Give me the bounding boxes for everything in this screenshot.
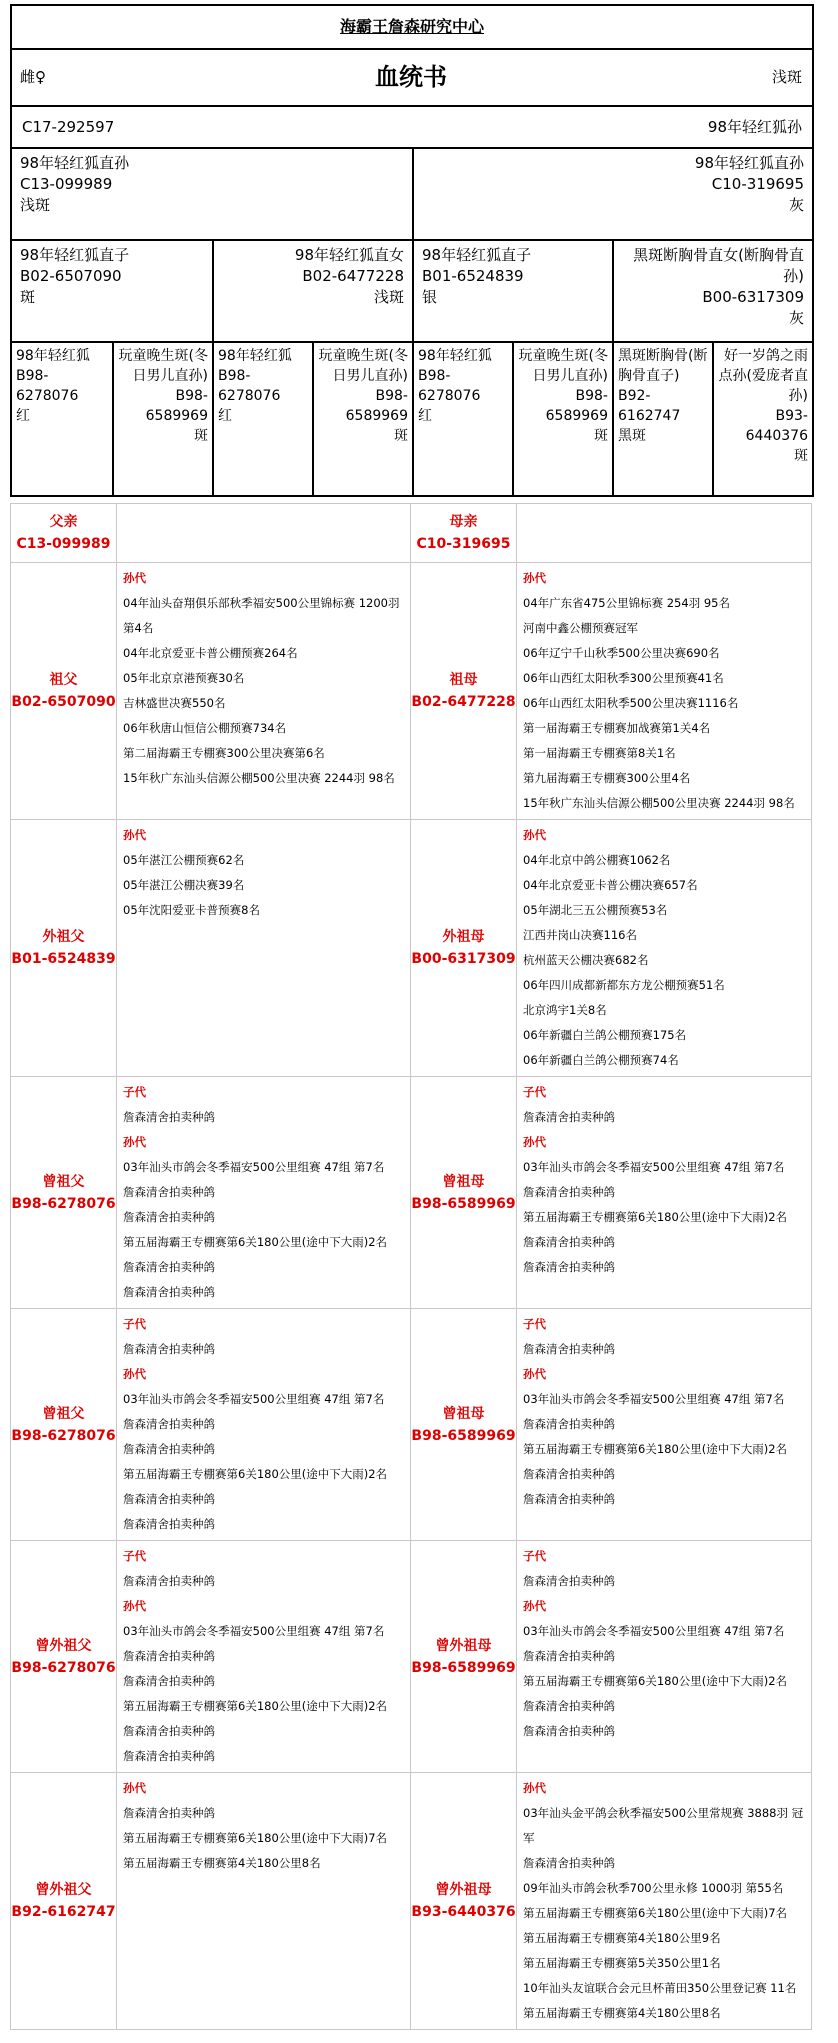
race-record: 詹森清舍拍卖种鸽	[523, 1260, 615, 1274]
race-record: 詹森清舍拍卖种鸽	[523, 1724, 615, 1738]
ancestor-name-cell	[11, 1309, 117, 1540]
race-record: 第一届海霸王专棚赛第8关1名	[523, 746, 676, 760]
race-record: 吉林盛世决赛550名	[123, 696, 226, 710]
generation-label: 孙代	[523, 571, 546, 585]
race-record: 04年北京爱亚卡普公棚预赛264名	[123, 646, 298, 660]
sire-line: 98年轻红狐直孙	[20, 154, 130, 172]
generation-label: 孙代	[123, 571, 146, 585]
ancestor-id: B00-6317309	[411, 951, 516, 967]
generation-label: 孙代	[123, 1781, 146, 1795]
cert-header-row	[12, 6, 812, 50]
race-record: 06年新疆白兰鸽公棚预赛175名	[523, 1028, 687, 1042]
ancestor-records-cell	[117, 1541, 411, 1772]
generation-label: 子代	[123, 1317, 146, 1331]
grandparent-cell	[212, 241, 412, 341]
race-record: 江西井岗山决赛116名	[523, 928, 637, 942]
grandparent-color: 灰	[788, 309, 804, 327]
race-record: 詹森清舍拍卖种鸽	[523, 1467, 615, 1481]
race-record: 03年汕头金平鸽会秋季福安500公里常规赛 3888羽 冠军	[523, 1806, 804, 1845]
race-record: 06年山西红太阳秋季500公里决赛1116名	[523, 696, 739, 710]
race-record: 詹森清舍拍卖种鸽	[523, 1417, 615, 1431]
race-record: 06年辽宁千山秋季500公里决赛690名	[523, 646, 720, 660]
ancestor-id: B98-6589969	[411, 1659, 516, 1676]
generation-label: 子代	[123, 1085, 146, 1099]
generation-label: 孙代	[123, 828, 146, 842]
ancestor-name-cell	[411, 1541, 517, 1772]
ancestor-records-cell	[517, 1541, 811, 1772]
sire-header-empty	[117, 504, 411, 562]
ggp-line: 98年轻红狐	[418, 348, 492, 364]
ancestor-label: 祖母	[449, 672, 478, 688]
race-record: 河南中鑫公棚预赛冠军	[523, 621, 638, 635]
record-row	[11, 1077, 811, 1309]
generation-label: 孙代	[523, 1367, 546, 1381]
race-record: 詹森清舍拍卖种鸽	[523, 1699, 615, 1713]
doc-title: 血统书	[375, 63, 447, 91]
ancestor-id: B98-6278076	[11, 1427, 116, 1444]
ancestor-records-cell	[117, 820, 411, 1076]
race-record: 詹森清舍拍卖种鸽	[123, 1749, 215, 1763]
ancestor-records-cell	[517, 1309, 811, 1540]
dam-color: 灰	[788, 196, 804, 214]
ancestor-id: B01-6524839	[11, 951, 116, 967]
ancestor-name-cell	[11, 820, 117, 1076]
generation-label: 孙代	[123, 1599, 146, 1613]
bird-line: 98年轻红狐孙	[707, 117, 802, 136]
dam-header-empty	[517, 504, 811, 562]
ancestor-label: 曾外祖母	[435, 1882, 492, 1898]
ggp-id: B98-6278076	[16, 368, 79, 404]
sire-header-id: C13-099989	[16, 536, 111, 552]
ggp-id: B98-6278076	[218, 368, 281, 404]
race-record: 詹森清舍拍卖种鸽	[123, 1417, 215, 1431]
race-record: 10年汕头友谊联合会元旦杯莆田350公里登记赛 11名	[523, 1981, 797, 1995]
ancestor-records-cell	[117, 1309, 411, 1540]
race-record: 詹森清舍拍卖种鸽	[523, 1492, 615, 1506]
generation-label: 子代	[123, 1549, 146, 1563]
ggp-id: B93-6440376	[745, 408, 808, 444]
ggp-id: B98-6589969	[145, 388, 208, 424]
race-record: 05年沈阳爱亚卡普预赛8名	[123, 903, 260, 917]
race-record: 第五届海霸王专棚赛第6关180公里(途中下大雨)2名	[123, 1235, 388, 1249]
great-grandparent-cell	[412, 343, 512, 495]
generation-label: 子代	[523, 1549, 546, 1563]
race-record: 第一届海霸王专棚赛加战赛第1关4名	[523, 721, 711, 735]
race-record: 04年汕头奋翔俱乐部秋季福安500公里锦标赛 1200羽 第4名	[123, 596, 400, 635]
bird-id: C17-292597	[22, 117, 115, 136]
grandparent-line: 98年轻红狐直子	[422, 246, 532, 264]
generation-label: 孙代	[123, 1135, 146, 1149]
race-record: 03年汕头市鸽会冬季福安500公里组赛 47组 第7名	[123, 1160, 385, 1174]
ancestor-name-cell	[11, 1077, 117, 1308]
dam-header-id: C10-319695	[416, 536, 511, 552]
bird-color: 浅斑	[771, 68, 802, 86]
ancestor-label: 祖父	[49, 672, 78, 688]
race-record: 第五届海霸王专棚赛第6关180公里(途中下大雨)7名	[523, 1906, 788, 1920]
ancestor-label: 曾外祖母	[435, 1637, 492, 1654]
grandparent-line: 98年轻红狐直女	[294, 246, 404, 264]
ancestor-label: 外祖母	[442, 929, 485, 945]
race-record: 06年秋唐山恒信公棚预赛734名	[123, 721, 287, 735]
record-row	[11, 1541, 811, 1773]
ggp-color: 斑	[194, 428, 208, 444]
grandparent-line: 黑斑断胸骨直女(断胸骨直孙)	[633, 246, 804, 285]
race-record: 第九届海霸王专棚赛300公里4名	[523, 771, 691, 785]
race-record: 第五届海霸王专棚赛第4关180公里8名	[523, 2006, 721, 2020]
ggp-id: B98-6589969	[545, 388, 608, 424]
race-record: 詹森清舍拍卖种鸽	[123, 1110, 215, 1124]
ancestor-records-cell	[117, 1077, 411, 1308]
race-record: 03年汕头市鸽会冬季福安500公里组赛 47组 第7名	[523, 1160, 785, 1174]
ancestor-name-cell	[11, 1773, 117, 2029]
race-record: 第五届海霸王专棚赛第5关350公里1名	[523, 1956, 721, 1970]
ancestor-records-cell	[517, 1077, 811, 1308]
ggp-line: 玩童晚生斑(冬日男儿直孙)	[318, 348, 408, 384]
sire-color: 浅斑	[20, 196, 51, 214]
records-header-row	[11, 504, 811, 563]
record-rows	[11, 563, 811, 2029]
dam-cell	[412, 149, 812, 239]
race-record: 04年广东省475公里锦标赛 254羽 95名	[523, 596, 730, 610]
grandparent-id: B02-6507090	[20, 267, 122, 285]
great-grandparent-cell	[112, 343, 212, 495]
ancestor-records-cell	[517, 820, 811, 1076]
race-record: 15年秋广东汕头信源公棚500公里决赛 2244羽 98名	[523, 796, 795, 810]
ggp-id: B98-6589969	[345, 388, 408, 424]
ancestor-label: 曾祖母	[442, 1405, 485, 1422]
ancestor-records-cell	[117, 563, 411, 819]
ggp-line: 98年轻红狐	[218, 348, 292, 364]
bird-sex: 雌♀	[20, 68, 46, 86]
ancestor-label: 曾祖母	[442, 1173, 485, 1190]
race-record: 詹森清舍拍卖种鸽	[523, 1342, 615, 1356]
great-grandparent-cell	[212, 343, 312, 495]
cert-title-row	[12, 50, 812, 107]
generation-label: 孙代	[523, 1781, 546, 1795]
race-record: 詹森清舍拍卖种鸽	[123, 1574, 215, 1588]
ancestor-name-cell	[411, 563, 517, 819]
race-record: 第五届海霸王专棚赛第4关180公里9名	[523, 1931, 721, 1945]
race-record: 09年汕头市鸽会秋季700公里永修 1000羽 第55名	[523, 1881, 784, 1895]
dam-line: 98年轻红狐直孙	[694, 154, 804, 172]
race-record: 第五届海霸王专棚赛第6关180公里(途中下大雨)2名	[123, 1699, 388, 1713]
ggp-color: 斑	[594, 428, 608, 444]
ggp-line: 98年轻红狐	[16, 348, 90, 364]
ggp-line: 玩童晚生斑(冬日男儿直孙)	[118, 348, 208, 384]
record-row	[11, 1309, 811, 1541]
ancestor-name-cell	[411, 1309, 517, 1540]
race-record: 第五届海霸王专棚赛第6关180公里(途中下大雨)7名	[123, 1831, 388, 1845]
ancestor-name-cell	[11, 563, 117, 819]
great-grandparents-row	[12, 343, 812, 495]
ggp-line: 黑斑断胸骨(断胸骨直子)	[618, 348, 708, 384]
race-record: 詹森清舍拍卖种鸽	[123, 1342, 215, 1356]
great-grandparent-cell	[312, 343, 412, 495]
org-title: 海霸王詹森研究中心	[339, 17, 484, 36]
dam-id: C10-319695	[711, 175, 804, 193]
ancestor-id: B02-6507090	[11, 694, 116, 710]
generation-label: 子代	[523, 1317, 546, 1331]
record-row	[11, 563, 811, 820]
race-record: 詹森清舍拍卖种鸽	[123, 1260, 215, 1274]
ancestor-label: 曾祖父	[42, 1405, 85, 1422]
race-record: 詹森清舍拍卖种鸽	[123, 1517, 215, 1531]
race-record: 詹森清舍拍卖种鸽	[523, 1649, 615, 1663]
race-record: 第五届海霸王专棚赛第6关180公里(途中下大雨)2名	[523, 1442, 788, 1456]
sire-cell	[12, 149, 412, 239]
ggp-line: 好一岁鸽之雨点孙(爱庞者直孙)	[718, 348, 808, 404]
race-record: 第五届海霸王专棚赛第6关180公里(途中下大雨)2名	[523, 1210, 788, 1224]
race-record: 杭州蓝天公棚决赛682名	[523, 953, 649, 967]
great-grandparent-cell	[712, 343, 812, 495]
ancestor-records-cell	[517, 1773, 811, 2029]
race-record: 03年汕头市鸽会冬季福安500公里组赛 47组 第7名	[123, 1624, 385, 1638]
race-record: 詹森清舍拍卖种鸽	[123, 1649, 215, 1663]
ancestor-label: 外祖父	[42, 929, 85, 945]
race-record: 詹森清舍拍卖种鸽	[123, 1442, 215, 1456]
race-record: 詹森清舍拍卖种鸽	[523, 1235, 615, 1249]
race-record: 詹森清舍拍卖种鸽	[123, 1724, 215, 1738]
great-grandparent-cell	[612, 343, 712, 495]
race-record: 03年汕头市鸽会冬季福安500公里组赛 47组 第7名	[523, 1392, 785, 1406]
race-record: 03年汕头市鸽会冬季福安500公里组赛 47组 第7名	[523, 1624, 785, 1638]
race-record: 15年秋广东汕头信源公棚500公里决赛 2244羽 98名	[123, 771, 395, 785]
ancestor-id: B98-6589969	[411, 1195, 516, 1212]
grandparent-line: 98年轻红狐直子	[20, 246, 130, 264]
race-record: 06年山西红太阳秋季300公里预赛41名	[523, 671, 724, 685]
ggp-color: 斑	[794, 448, 808, 464]
grandparent-cell	[412, 241, 612, 341]
dam-header	[411, 504, 517, 562]
grandparent-color: 银	[422, 288, 438, 306]
ancestor-id: B98-6278076	[11, 1195, 116, 1212]
ggp-color: 红	[218, 408, 232, 424]
ancestor-name-cell	[411, 1773, 517, 2029]
ggp-id: B98-6278076	[418, 368, 481, 404]
grandparents-row	[12, 241, 812, 343]
race-record: 第五届海霸王专棚赛第6关180公里(途中下大雨)2名	[123, 1467, 388, 1481]
ancestor-records-cell	[117, 1773, 411, 2029]
ggp-color: 红	[418, 408, 432, 424]
grandparent-cell	[612, 241, 812, 341]
cert-id-row	[12, 107, 812, 149]
race-record: 05年湖北三五公棚预赛53名	[523, 903, 668, 917]
race-record: 04年北京中鸽公棚赛1062名	[523, 853, 671, 867]
ancestor-id: B98-6278076	[11, 1659, 116, 1676]
ggp-color: 黑斑	[618, 428, 646, 444]
ancestor-label: 曾外祖父	[35, 1637, 92, 1654]
ancestor-name-cell	[11, 1541, 117, 1772]
generation-label: 孙代	[123, 1367, 146, 1381]
race-record: 05年北京京港预赛30名	[123, 671, 245, 685]
generation-label: 孙代	[523, 828, 546, 842]
grandparent-cell	[12, 241, 212, 341]
race-record: 04年北京爱亚卡普公棚决赛657名	[523, 878, 698, 892]
race-record: 詹森清舍拍卖种鸽	[123, 1674, 215, 1688]
ancestor-id: B98-6589969	[411, 1427, 516, 1444]
dam-header-label: 母亲	[449, 514, 478, 530]
race-record: 06年新疆白兰鸽公棚预赛74名	[523, 1053, 679, 1067]
grandparent-id: B01-6524839	[422, 267, 524, 285]
race-record: 第二届海霸王专棚赛300公里决赛第6名	[123, 746, 325, 760]
record-row	[11, 1773, 811, 2029]
performance-records-table	[10, 503, 812, 2030]
grandparent-id: B02-6477228	[302, 267, 404, 285]
grandparent-color: 浅斑	[373, 288, 404, 306]
ancestor-id: B02-6477228	[411, 694, 516, 710]
race-record: 詹森清舍拍卖种鸽	[123, 1285, 215, 1299]
race-record: 05年湛江公棚预赛62名	[123, 853, 245, 867]
race-record: 05年湛江公棚决赛39名	[123, 878, 245, 892]
pedigree-certificate	[10, 4, 814, 497]
ggp-color: 斑	[394, 428, 408, 444]
parents-row	[12, 149, 812, 241]
ancestor-label: 曾祖父	[42, 1173, 85, 1190]
generation-label: 孙代	[523, 1599, 546, 1613]
ggp-color: 红	[16, 408, 30, 424]
sire-header-label: 父亲	[49, 514, 78, 530]
sire-header	[11, 504, 117, 562]
ggp-id: B92-6162747	[618, 388, 681, 424]
race-record: 北京鸿宇1关8名	[523, 1003, 607, 1017]
race-record: 第五届海霸王专棚赛第6关180公里(途中下大雨)2名	[523, 1674, 788, 1688]
race-record: 詹森清舍拍卖种鸽	[123, 1210, 215, 1224]
generation-label: 孙代	[523, 1135, 546, 1149]
ancestor-records-cell	[517, 563, 811, 819]
ggp-line: 玩童晚生斑(冬日男儿直孙)	[518, 348, 608, 384]
ancestor-id: B93-6440376	[411, 1904, 516, 1920]
generation-label: 子代	[523, 1085, 546, 1099]
grandparent-color: 斑	[20, 288, 36, 306]
race-record: 詹森清舍拍卖种鸽	[523, 1110, 615, 1124]
record-row	[11, 820, 811, 1077]
ancestor-label: 曾外祖父	[35, 1882, 92, 1898]
race-record: 詹森清舍拍卖种鸽	[123, 1185, 215, 1199]
race-record: 詹森清舍拍卖种鸽	[123, 1492, 215, 1506]
grandparent-id: B00-6317309	[702, 288, 804, 306]
ancestor-name-cell	[411, 820, 517, 1076]
sire-id: C13-099989	[20, 175, 113, 193]
race-record: 詹森清舍拍卖种鸽	[123, 1806, 215, 1820]
race-record: 詹森清舍拍卖种鸽	[523, 1574, 615, 1588]
great-grandparent-cell	[512, 343, 612, 495]
ancestor-id: B92-6162747	[11, 1904, 116, 1920]
race-record: 第五届海霸王专棚赛第4关180公里8名	[123, 1856, 321, 1870]
race-record: 03年汕头市鸽会冬季福安500公里组赛 47组 第7名	[123, 1392, 385, 1406]
great-grandparent-cell	[12, 343, 112, 495]
race-record: 詹森清舍拍卖种鸽	[523, 1856, 615, 1870]
race-record: 06年四川成都新都东方龙公棚预赛51名	[523, 978, 725, 992]
ancestor-name-cell	[411, 1077, 517, 1308]
race-record: 詹森清舍拍卖种鸽	[523, 1185, 615, 1199]
